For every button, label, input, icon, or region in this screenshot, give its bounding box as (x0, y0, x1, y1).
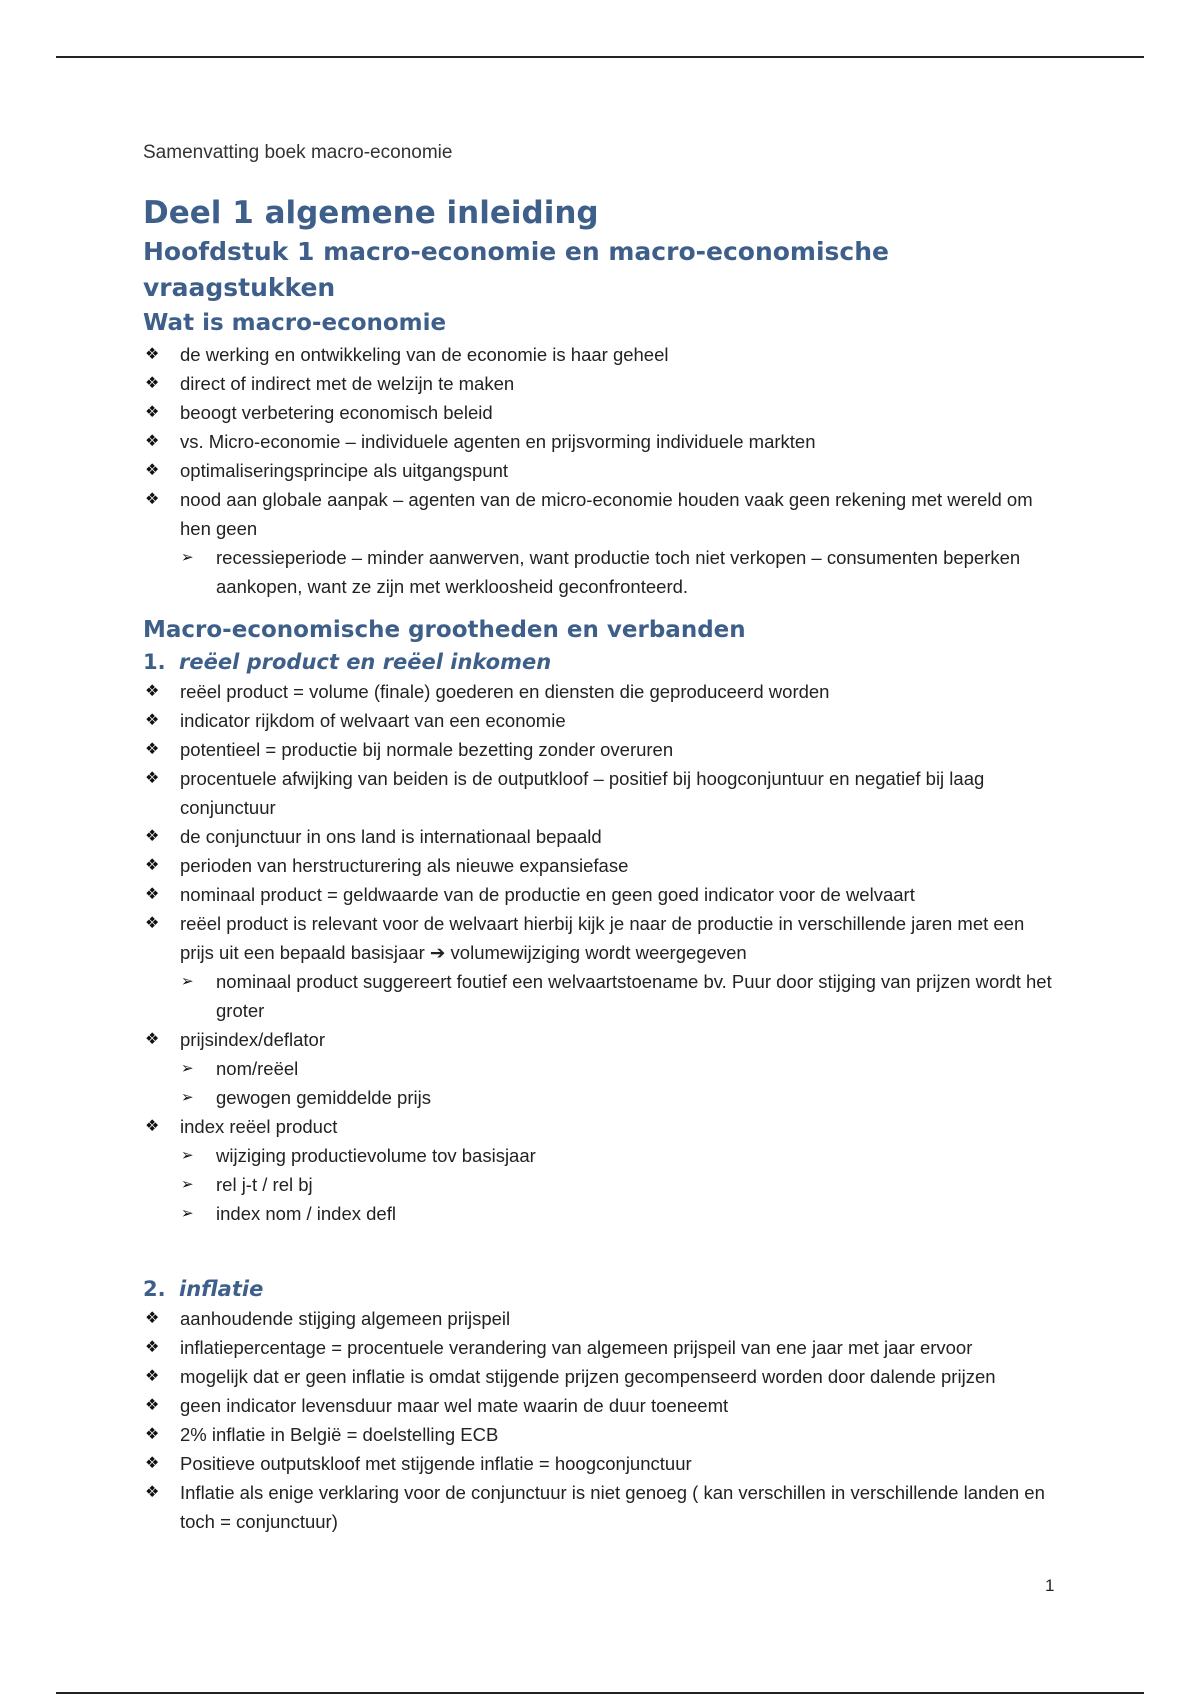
sub-list-item (143, 1141, 1063, 1170)
sub-list-item (143, 1083, 1063, 1112)
diamond-bullet-icon: ❖ (145, 375, 160, 392)
list-item-text: optimaliseringsprincipe als uitgangspunt (180, 460, 509, 481)
diamond-bullet-icon: ❖ (145, 915, 160, 932)
list-item-text: inflatiepercentage = procentuele verandering van algemeen prijspeil van ene jaar met jaar ervoor (180, 1337, 973, 1358)
diamond-bullet-icon: ❖ (145, 886, 160, 903)
footer-rule (56, 1692, 1144, 1694)
subsection-number: 1. (143, 650, 166, 674)
diamond-bullet-icon: ❖ (145, 1118, 160, 1135)
sub-list-item (143, 1170, 1063, 1199)
bullet-list-inflatie (143, 1304, 1063, 1536)
diamond-bullet-icon: ❖ (145, 462, 160, 479)
list-item (143, 851, 1063, 880)
list-item-text: vs. Micro-economie – individuele agenten en prijsvorming individuele markten (180, 431, 816, 452)
list-item (143, 1112, 1063, 1141)
sub-list-item (143, 967, 1063, 1025)
list-item-text: procentuele afwijking van beiden is de outputkloof – positief bij hoogconjuntuur en negatief bij laag conjunctuur (180, 768, 985, 818)
list-item-text: nom/reëel (216, 1058, 299, 1079)
bullet-list-reeel-product (143, 677, 1063, 1228)
list-item-text: Inflatie als enige verklaring voor de conjunctuur is niet genoeg ( kan verschillen in verschillende landen en toch = conjunctuur) (180, 1482, 1045, 1532)
list-item-text: de werking en ontwikkeling van de economie is haar geheel (180, 344, 669, 365)
arrow-bullet-icon: ➢ (181, 1089, 194, 1106)
list-item-text: wijziging productievolume tov basisjaar (216, 1145, 536, 1166)
list-item (143, 1362, 1063, 1391)
list-item-text: gewogen gemiddelde prijs (216, 1087, 431, 1108)
sub-list-item (143, 543, 1063, 601)
diamond-bullet-icon: ❖ (145, 404, 160, 421)
diamond-bullet-icon: ❖ (145, 828, 160, 845)
list-item (143, 1025, 1063, 1054)
sub-list-item (143, 1199, 1063, 1228)
diamond-bullet-icon: ❖ (145, 346, 160, 363)
diamond-bullet-icon: ❖ (145, 1426, 160, 1443)
document-page (143, 140, 1063, 1536)
heading-subsection-reeel-product (143, 647, 1063, 677)
diamond-bullet-icon: ❖ (145, 433, 160, 450)
list-item (143, 1304, 1063, 1333)
diamond-bullet-icon: ❖ (145, 741, 160, 758)
page-number: 1 (1045, 1576, 1055, 1595)
diamond-bullet-icon: ❖ (145, 712, 160, 729)
diamond-bullet-icon: ❖ (145, 1368, 160, 1385)
list-item-text: perioden van herstructurering als nieuwe expansiefase (180, 855, 629, 876)
list-item (143, 1333, 1063, 1362)
document-title: Samenvatting boek macro-economie (143, 142, 453, 163)
heading-section-wat-is-macro: Wat is macro-economie (143, 310, 447, 336)
list-item (143, 677, 1063, 706)
diamond-bullet-icon: ❖ (145, 1310, 160, 1327)
list-item (143, 1391, 1063, 1420)
arrow-bullet-icon: ➢ (181, 1205, 194, 1222)
list-item (143, 456, 1063, 485)
list-item-text: rel j-t / rel bj (216, 1174, 313, 1195)
list-item (143, 427, 1063, 456)
diamond-bullet-icon: ❖ (145, 1397, 160, 1414)
list-item (143, 485, 1063, 543)
list-item-text: beoogt verbetering economisch beleid (180, 402, 493, 423)
list-item-text: mogelijk dat er geen inflatie is omdat stijgende prijzen gecompenseerd worden door dalende prijzen (180, 1366, 996, 1387)
subsection-title: reëel product en reëel inkomen (179, 650, 552, 674)
diamond-bullet-icon: ❖ (145, 1455, 160, 1472)
subsection-number: 2. (143, 1277, 166, 1301)
arrow-bullet-icon: ➢ (181, 973, 194, 990)
diamond-bullet-icon: ❖ (145, 770, 160, 787)
arrow-bullet-icon: ➢ (181, 1060, 194, 1077)
list-item-text: potentieel = productie bij normale bezetting zonder overuren (180, 739, 674, 760)
bullet-list-section1 (143, 340, 1063, 601)
list-item (143, 822, 1063, 851)
list-item-text: aanhoudende stijging algemeen prijspeil (180, 1308, 511, 1329)
heading-subsection-inflatie (143, 1274, 1063, 1304)
heading-section-grootheden: Macro-economische grootheden en verbanden (143, 617, 746, 643)
subsection-title: inflatie (179, 1277, 264, 1301)
list-item (143, 880, 1063, 909)
sub-list-item (143, 1054, 1063, 1083)
header-rule (56, 56, 1144, 58)
list-item (143, 909, 1063, 967)
list-item-text: reëel product is relevant voor de welvaart hierbij kijk je naar de productie in verschillende jaren met een prijs uit een bepaald basisjaar ➔ volumewijziging wordt weergegeven (180, 913, 1025, 963)
diamond-bullet-icon: ❖ (145, 1339, 160, 1356)
diamond-bullet-icon: ❖ (145, 1484, 160, 1501)
list-item (143, 1449, 1063, 1478)
list-item (143, 735, 1063, 764)
list-item (143, 398, 1063, 427)
list-item-text: nominaal product suggereert foutief een welvaartstoename bv. Puur door stijging van prijzen wordt het groter (216, 971, 1052, 1021)
list-item-text: nominaal product = geldwaarde van de productie en geen goed indicator voor de welvaart (180, 884, 915, 905)
list-item-text: recessieperiode – minder aanwerven, want productie toch niet verkopen – consumenten beperken aankopen, want ze zijn met werkloosheid geconfronteerd. (216, 547, 1021, 597)
arrow-bullet-icon: ➢ (181, 1147, 194, 1164)
diamond-bullet-icon: ❖ (145, 491, 160, 508)
list-item (143, 764, 1063, 822)
diamond-bullet-icon: ❖ (145, 1031, 160, 1048)
heading-part: Deel 1 algemene inleiding (143, 195, 599, 231)
list-item-text: geen indicator levensduur maar wel mate waarin de duur toeneemt (180, 1395, 729, 1416)
list-item-text: direct of indirect met de welzijn te maken (180, 373, 515, 394)
list-item-text: de conjunctuur in ons land is internationaal bepaald (180, 826, 602, 847)
diamond-bullet-icon: ❖ (145, 683, 160, 700)
list-item-text: nood aan globale aanpak – agenten van de micro-economie houden vaak geen rekening met wereld om hen geen (180, 489, 1033, 539)
arrow-bullet-icon: ➢ (181, 1176, 194, 1193)
list-item (143, 706, 1063, 735)
list-item (143, 369, 1063, 398)
arrow-bullet-icon: ➢ (181, 549, 194, 566)
list-item-text: indicator rijkdom of welvaart van een economie (180, 710, 566, 731)
heading-chapter: Hoofdstuk 1 macro-economie en macro-economische vraagstukken (143, 237, 889, 302)
list-item (143, 1478, 1063, 1536)
list-item-text: prijsindex/deflator (180, 1029, 325, 1050)
list-item-text: reëel product = volume (finale) goederen en diensten die geproduceerd worden (180, 681, 830, 702)
list-item-text: Positieve outputskloof met stijgende inflatie = hoogconjunctuur (180, 1453, 692, 1474)
list-item (143, 340, 1063, 369)
list-item-text: index nom / index defl (216, 1203, 396, 1224)
list-item (143, 1420, 1063, 1449)
diamond-bullet-icon: ❖ (145, 857, 160, 874)
list-item-text: index reëel product (180, 1116, 338, 1137)
list-item-text: 2% inflatie in België = doelstelling ECB (180, 1424, 499, 1445)
